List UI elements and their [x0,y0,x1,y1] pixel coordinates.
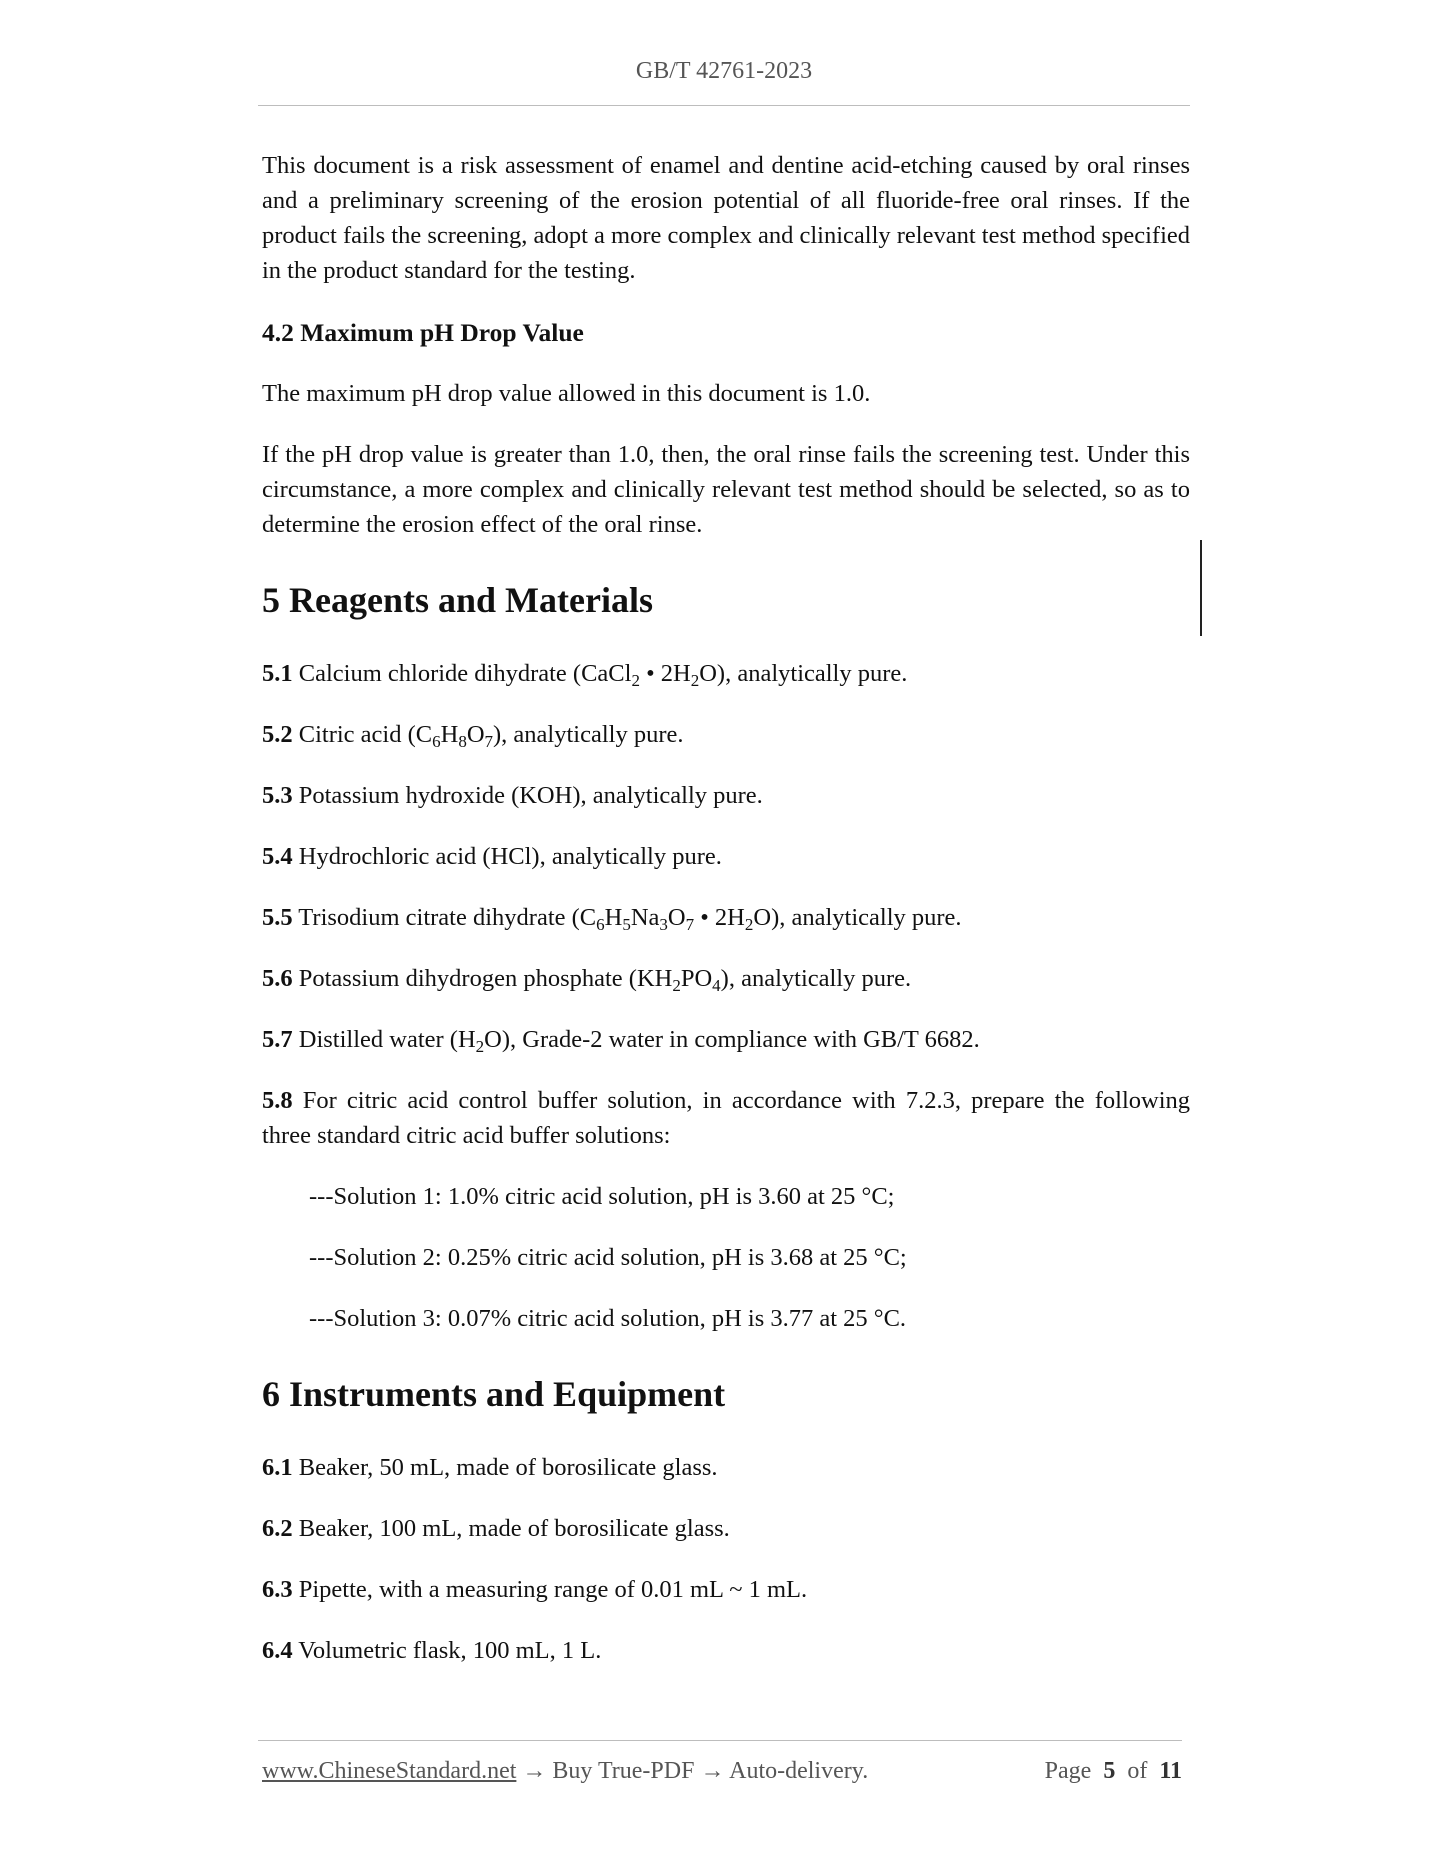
page-indicator: Page 5 of 11 [1044,1758,1182,1784]
item-5-4: 5.4 Hydrochloric acid (HCl), analytically pure. [262,843,722,870]
solution-2: ---Solution 2: 0.25% citric acid solution, pH is 3.68 at 25 °C; [309,1244,907,1271]
total-pages: 11 [1159,1758,1182,1784]
current-page: 5 [1103,1758,1116,1784]
item-number: 6.3 [262,1576,293,1603]
intro-paragraph: This document is a risk assessment of enamel and dentine acid-etching caused by oral rinses and a preliminary screening of the erosion potential of all fluoride-free oral rinses. If the product fails the screening, adopt a more complex and clinically relevant test method specified in the product standard for the testing. [262,152,1190,284]
item-5-3: 5.3 Potassium hydroxide (KOH), analytically pure. [262,782,763,809]
header-title: GB/T 42761-2023 [635,58,813,84]
item-5-6: 5.6 Potassium dihydrogen phosphate $(KH_2PO_4)$, analytically pure. [262,965,912,995]
item-6-1: 6.1 Beaker, 50 mL, made of borosilicate glass. [262,1454,718,1481]
item-number: 5.3 [262,782,293,809]
item-number: 5.4 [262,843,293,870]
item-number: 6.1 [262,1454,293,1481]
header-divider [258,105,1190,106]
item-6-3: 6.3 Pipette, with a measuring range of 0.01 mL ~ 1 mL. [262,1576,808,1603]
item-6-2: 6.2 Beaker, 100 mL, made of borosilicate glass. [262,1515,730,1542]
section-6-heading: 6 Instruments and Equipment [262,1374,726,1414]
item-number: 6.4 [262,1637,293,1664]
item-number: 5.5 [262,904,293,931]
item-number: 6.2 [262,1515,293,1542]
footer-divider [258,1740,1182,1741]
section-4-2-heading: 4.2 Maximum pH Drop Value [262,318,584,347]
item-5-5: 5.5 Trisodium citrate dihydrate ($C_6H_5Na_3O_7$ • $2H_2O$), analytically pure. [262,904,962,934]
item-5-7: 5.7 Distilled water $(H_2O)$, Grade-2 water in compliance with GB/T 6682. [262,1026,980,1056]
solution-3: ---Solution 3: 0.07% citric acid solution, pH is 3.77 at 25 °C. [309,1305,907,1332]
footer [262,1758,1182,1785]
item-5-2: 5.2 Citric acid $(C_6H_8O_7)$, analytically pure. [262,721,684,751]
item-number: 5.6 [262,965,293,992]
footer-website-link[interactable]: www.ChineseStandard.net [262,1758,517,1784]
section-5-heading: 5 Reagents and Materials [262,580,653,620]
item-5-1: 5.1 Calcium chloride dihydrate (CaCl$_2$ • $2H_2O$), analytically pure. [262,660,908,690]
document-body [262,148,1190,1694]
item-number: 5.1 [262,660,293,687]
solution-1: ---Solution 1: 1.0% citric acid solution, pH is 3.60 at 25 °C; [309,1183,895,1210]
item-number: 5.7 [262,1026,293,1053]
item-6-4: 6.4 Volumetric flask, 100 mL, 1 L. [262,1637,602,1664]
item-number: 5.8 [262,1087,293,1114]
section-4-2-paragraph-2: If the pH drop value is greater than 1.0, then, the oral rinse fails the screening test. Under this circumstance, a more complex and clinically relevant test method should be selected, so as to determine the erosion effect of the oral rinse. [262,441,1190,538]
change-bar [1200,540,1202,636]
item-number: 5.2 [262,721,293,748]
item-5-8: 5.8 For citric acid control buffer solution, in accordance with 7.2.3, prepare the following three standard citric acid buffer solutions: [262,1087,1190,1149]
footer-tagline: → Buy True-PDF → Auto-delivery. [516,1758,869,1784]
section-4-2-paragraph-1: The maximum pH drop value allowed in this document is 1.0. [262,380,871,407]
